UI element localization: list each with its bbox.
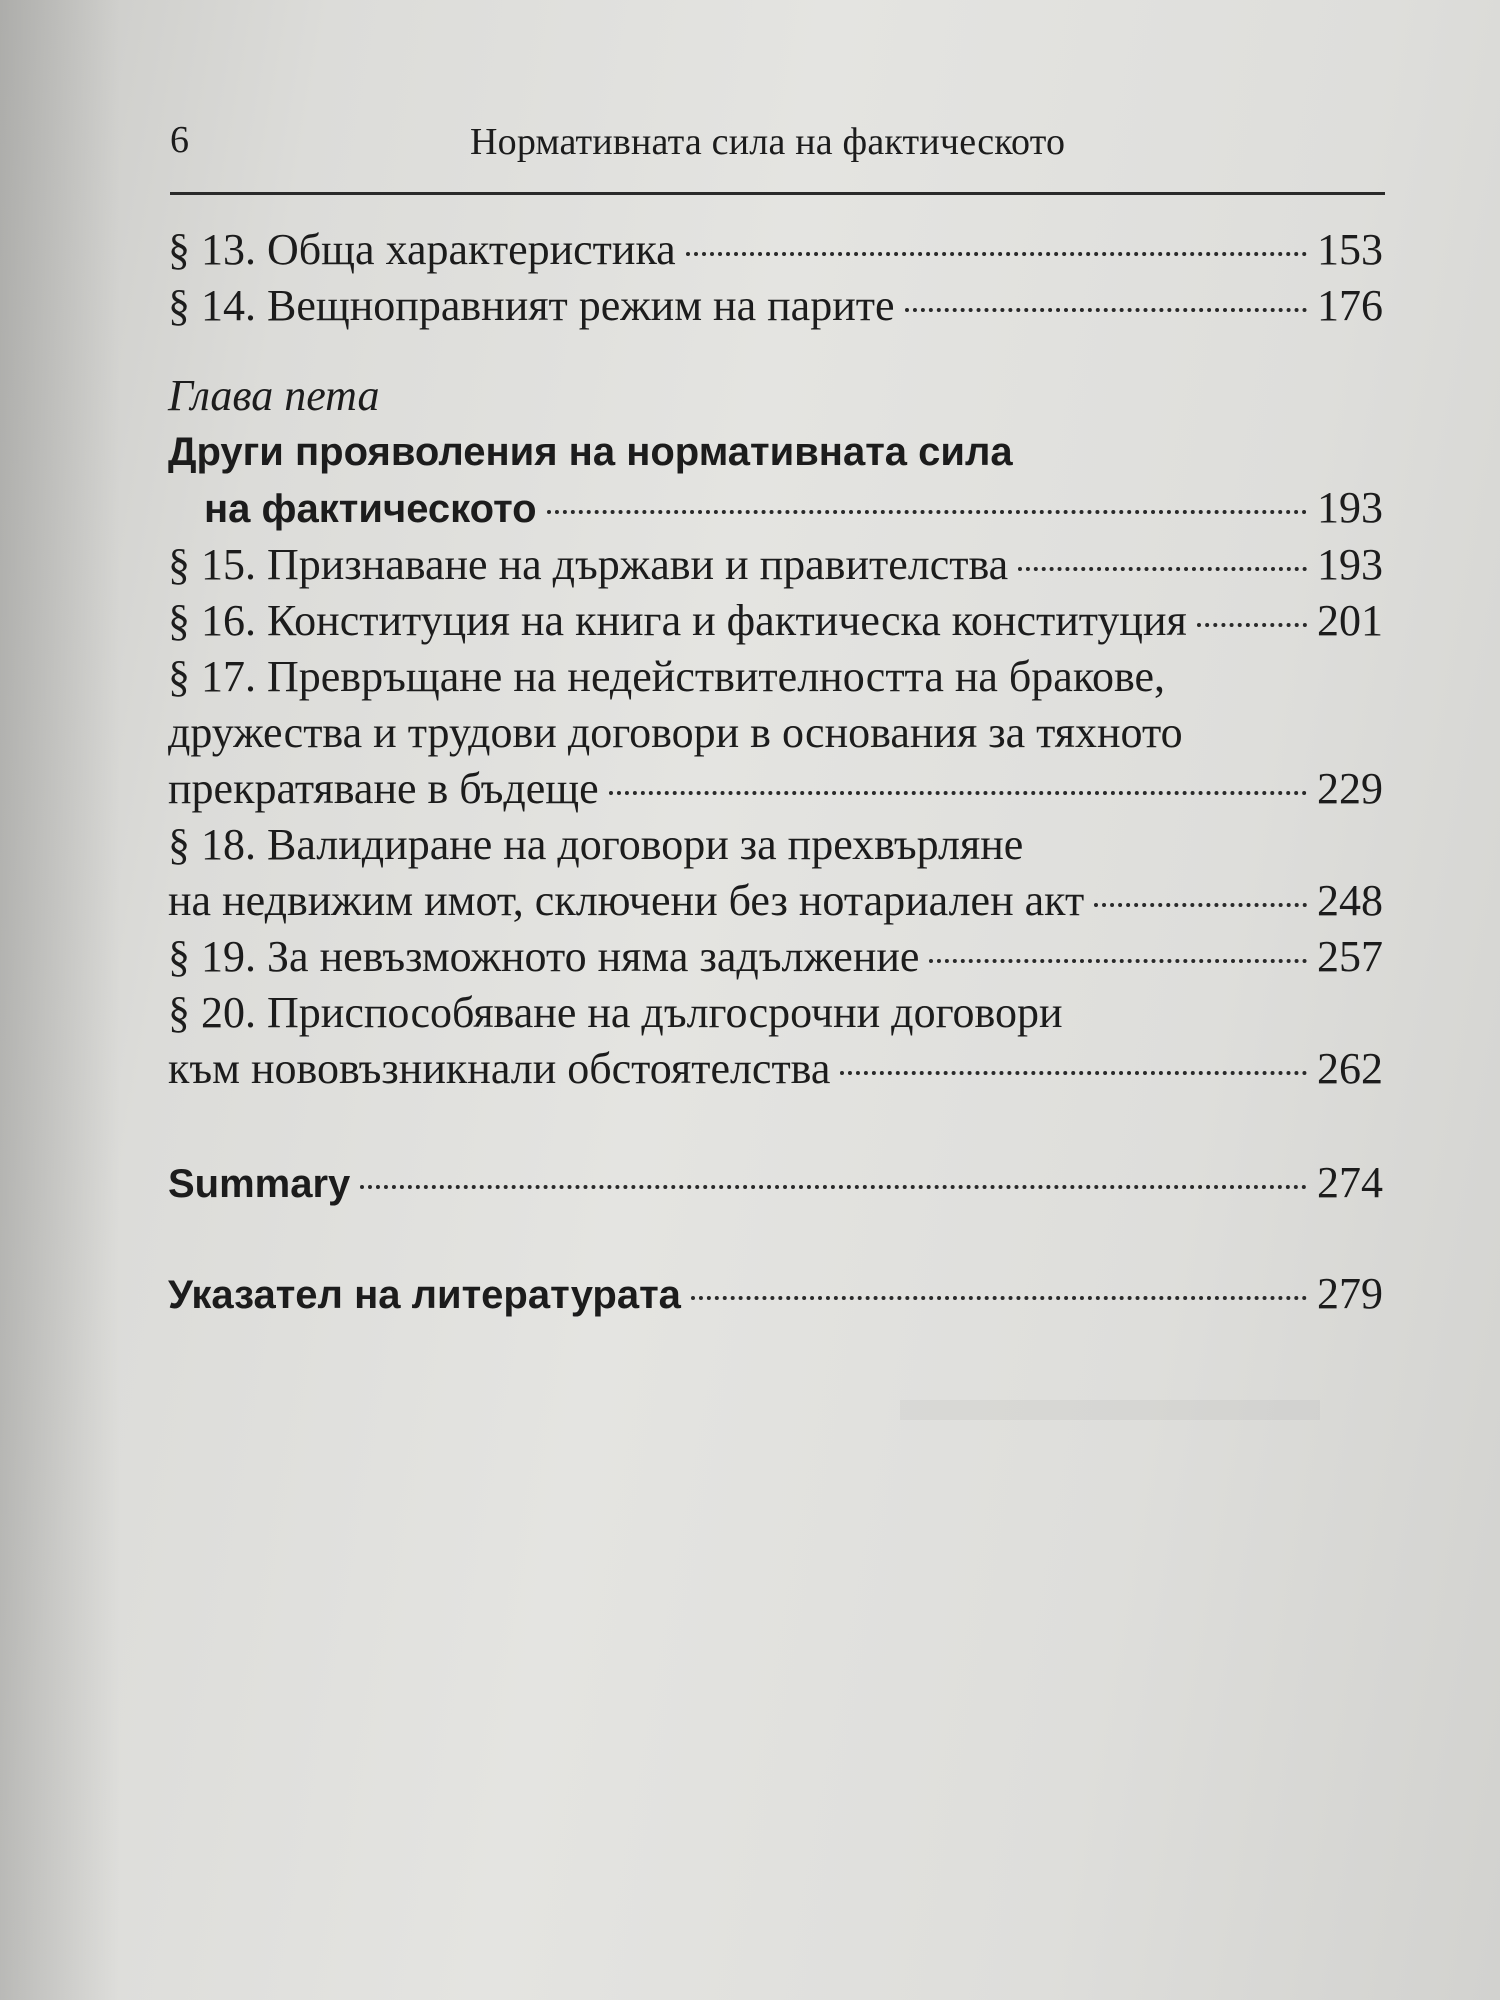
toc-entry-s18-line1: § 18. Валидиране на договори за прехвърляне (168, 820, 1024, 869)
chapter-label: Глава пета (168, 371, 380, 420)
running-header (170, 110, 1385, 195)
toc-page: 248 (1317, 876, 1383, 925)
toc-entry-s19 (168, 929, 1383, 985)
chapter-title-entry (168, 480, 1383, 537)
toc-page: 201 (1317, 596, 1383, 645)
dot-leader (1197, 623, 1307, 627)
toc-entry-s20-line1: § 20. Приспособяване на дългосрочни договори (168, 988, 1063, 1037)
toc-label: Summary (168, 1162, 351, 1206)
toc-entry-s14 (168, 278, 1383, 334)
toc-label: прекратяване в бъдеще (168, 764, 599, 813)
toc-entry-s15 (168, 537, 1383, 593)
toc-label: § 16. Конституция на книга и фактическа конституция (168, 596, 1187, 645)
dot-leader (360, 1185, 1307, 1189)
table-of-contents (168, 222, 1383, 1323)
dot-leader (686, 252, 1307, 256)
toc-label: § 13. Обща характеристика (168, 225, 676, 274)
chapter-title-line1: Други прояволения на нормативната сила (168, 430, 1013, 474)
toc-entry-literature (168, 1266, 1383, 1323)
toc-entry-s17-line2: дружества и трудови договори в основания за тяхното (168, 708, 1183, 757)
running-title: Нормативната сила на фактическото (470, 121, 1066, 163)
page-shadow (0, 0, 120, 2000)
toc-label: към нововъзникнали обстоятелства (168, 1044, 831, 1093)
toc-entry-s16 (168, 593, 1383, 649)
dot-leader (547, 510, 1307, 514)
toc-page: 153 (1317, 225, 1383, 274)
dot-leader (1094, 903, 1307, 907)
dot-leader (1018, 567, 1307, 571)
toc-label: § 14. Вещноправният режим на парите (168, 281, 895, 330)
toc-entry-s20 (168, 1041, 1383, 1097)
dot-leader (929, 959, 1307, 963)
toc-page: 176 (1317, 281, 1383, 330)
toc-page: 274 (1317, 1158, 1383, 1207)
page-number: 6 (170, 119, 189, 161)
toc-label: § 19. За невъзможното няма задължение (168, 932, 920, 981)
toc-page: 193 (1317, 540, 1383, 589)
toc-label: § 15. Признаване на държави и правителства (168, 540, 1009, 589)
toc-label: на недвижим имот, сключени без нотариален акт (168, 876, 1085, 925)
dot-leader (691, 1296, 1307, 1300)
chapter-title-line2: на фактическото (204, 487, 537, 531)
toc-entry-s17-line1: § 17. Превръщане на недействителността на бракове, (168, 652, 1166, 701)
toc-entry-summary (168, 1155, 1383, 1212)
dot-leader (609, 791, 1307, 795)
dot-leader (840, 1071, 1307, 1075)
toc-page: 257 (1317, 932, 1383, 981)
show-through-block (900, 1400, 1320, 1420)
toc-page: 229 (1317, 764, 1383, 813)
toc-page: 193 (1317, 483, 1383, 532)
toc-page: 262 (1317, 1044, 1383, 1093)
toc-entry-s18 (168, 873, 1383, 929)
dot-leader (905, 308, 1308, 312)
toc-label: Указател на литературата (168, 1273, 681, 1317)
toc-page: 279 (1317, 1269, 1383, 1318)
toc-entry-s17 (168, 761, 1383, 817)
toc-entry-s13 (168, 222, 1383, 278)
